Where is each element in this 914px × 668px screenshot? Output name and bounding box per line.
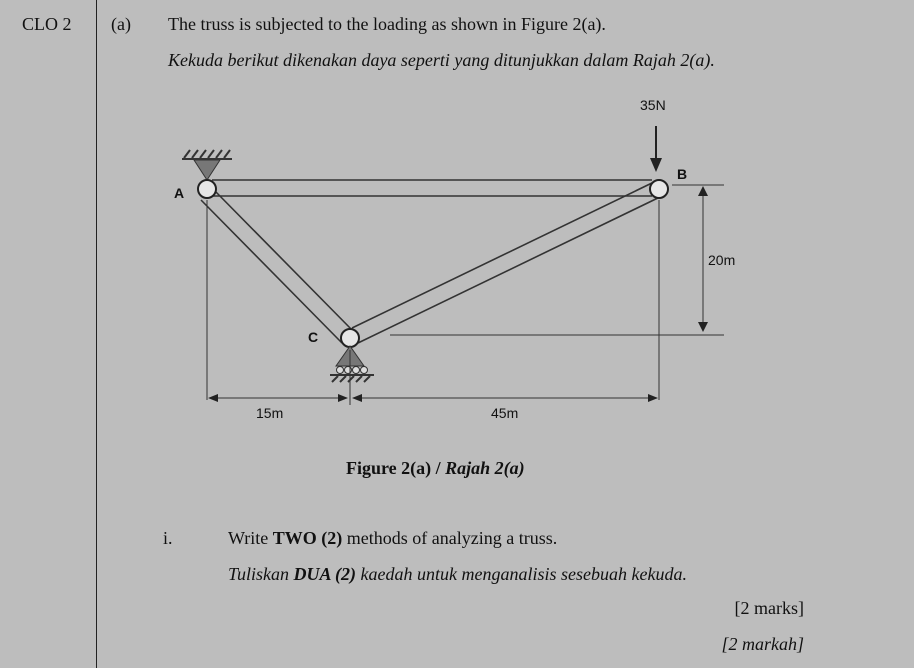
marks-english: [2 marks] [734, 598, 804, 618]
load-label: 35N [640, 97, 666, 113]
part-label: (a) [111, 14, 131, 34]
dim-label-height: 20m [708, 252, 736, 268]
pin-support-a [182, 150, 232, 180]
joint-a [198, 180, 216, 198]
node-label-b: B [677, 166, 688, 182]
dim-label-right: 45m [491, 405, 519, 421]
sub-question-english-post: methods of analyzing a truss. [342, 528, 558, 548]
node-label-a: A [174, 185, 185, 201]
figure-caption-english: Figure 2(a) / [346, 458, 446, 478]
figure-caption-malay: Rajah 2(a) [445, 458, 525, 478]
sub-question-english-bold: TWO (2) [272, 528, 343, 548]
member-cb [352, 182, 654, 328]
truss-members [201, 180, 662, 343]
figure-caption [346, 458, 525, 479]
marks-malay: [2 markah] [721, 634, 804, 654]
sub-question-malay-bold: DUA (2) [293, 564, 357, 584]
question-english: The truss is subjected to the loading as shown in Figure 2(a). [168, 14, 606, 34]
question-malay: Kekuda berikut dikenakan daya seperti yang ditunjukkan dalam Rajah 2(a). [168, 50, 715, 70]
joint-b [650, 180, 668, 198]
sub-question-english [228, 528, 557, 549]
roller-support-c [330, 346, 374, 382]
member-ac [201, 200, 342, 343]
load-arrow [650, 126, 662, 172]
clo-label: CLO 2 [22, 14, 72, 34]
sub-question-number: i. [163, 528, 173, 548]
sub-question-malay [228, 564, 687, 585]
dim-label-left: 15m [256, 405, 284, 421]
joint-c [341, 329, 359, 347]
sub-question-malay-post: kaedah untuk menganalisis sesebuah kekuda. [356, 564, 687, 584]
node-label-c: C [308, 329, 319, 345]
sub-question-malay-pre: Tuliskan [228, 564, 294, 584]
sub-question-english-pre: Write [228, 528, 273, 548]
